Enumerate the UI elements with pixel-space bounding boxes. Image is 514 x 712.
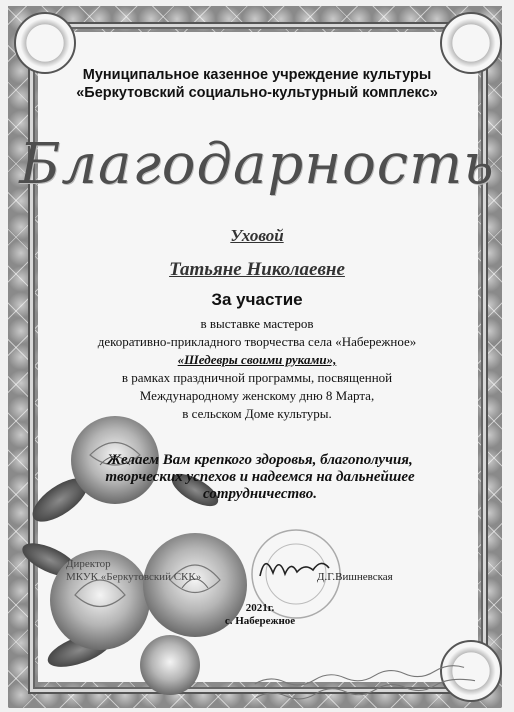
director-title: Директор xyxy=(66,558,111,570)
wishes-line-1: Желаем Вам крепкого здоровья, благополучия, xyxy=(107,452,413,468)
organization-name xyxy=(0,66,514,102)
recipient-name: Татьяне Николаевне xyxy=(169,259,345,280)
reason-heading: За участие xyxy=(211,290,303,309)
director-signature-name: Д.Г.Вишневская xyxy=(317,571,393,583)
body-line-2: декоративно-прикладного творчества села «Набережное» xyxy=(97,334,417,349)
wishes-text xyxy=(60,452,460,503)
wishes-line-3: сотрудничество. xyxy=(203,486,317,502)
recipient-surname: Уховой xyxy=(230,226,284,245)
exhibition-name: «Шедевры своими руками», xyxy=(177,352,337,367)
date-place-block xyxy=(110,602,410,628)
corner-ornament-top-left xyxy=(14,12,76,74)
organization-line-1: Муниципальное казенное учреждение культуры xyxy=(82,67,432,83)
body-line-6: в сельском Доме культуры. xyxy=(182,406,332,421)
director-organization: МКУК «Беркутовский СКК» xyxy=(66,571,202,583)
corner-ornament-top-right xyxy=(440,12,502,74)
wishes-line-2: творческих успехов и надеемся на дальнейшее xyxy=(105,469,415,485)
organization-line-2: «Беркутовский социально-культурный комплекс» xyxy=(76,85,438,101)
certificate-title: Благодарность xyxy=(19,132,495,197)
body-line-5: Международному женскому дню 8 Марта, xyxy=(139,388,375,403)
director-block xyxy=(66,558,201,584)
body-line-1: в выставке мастеров xyxy=(200,316,314,331)
year: 2021г. xyxy=(245,602,275,614)
body-line-4: в рамках праздничной программы, посвященной xyxy=(121,370,393,385)
place: с. Набережное xyxy=(224,615,296,627)
